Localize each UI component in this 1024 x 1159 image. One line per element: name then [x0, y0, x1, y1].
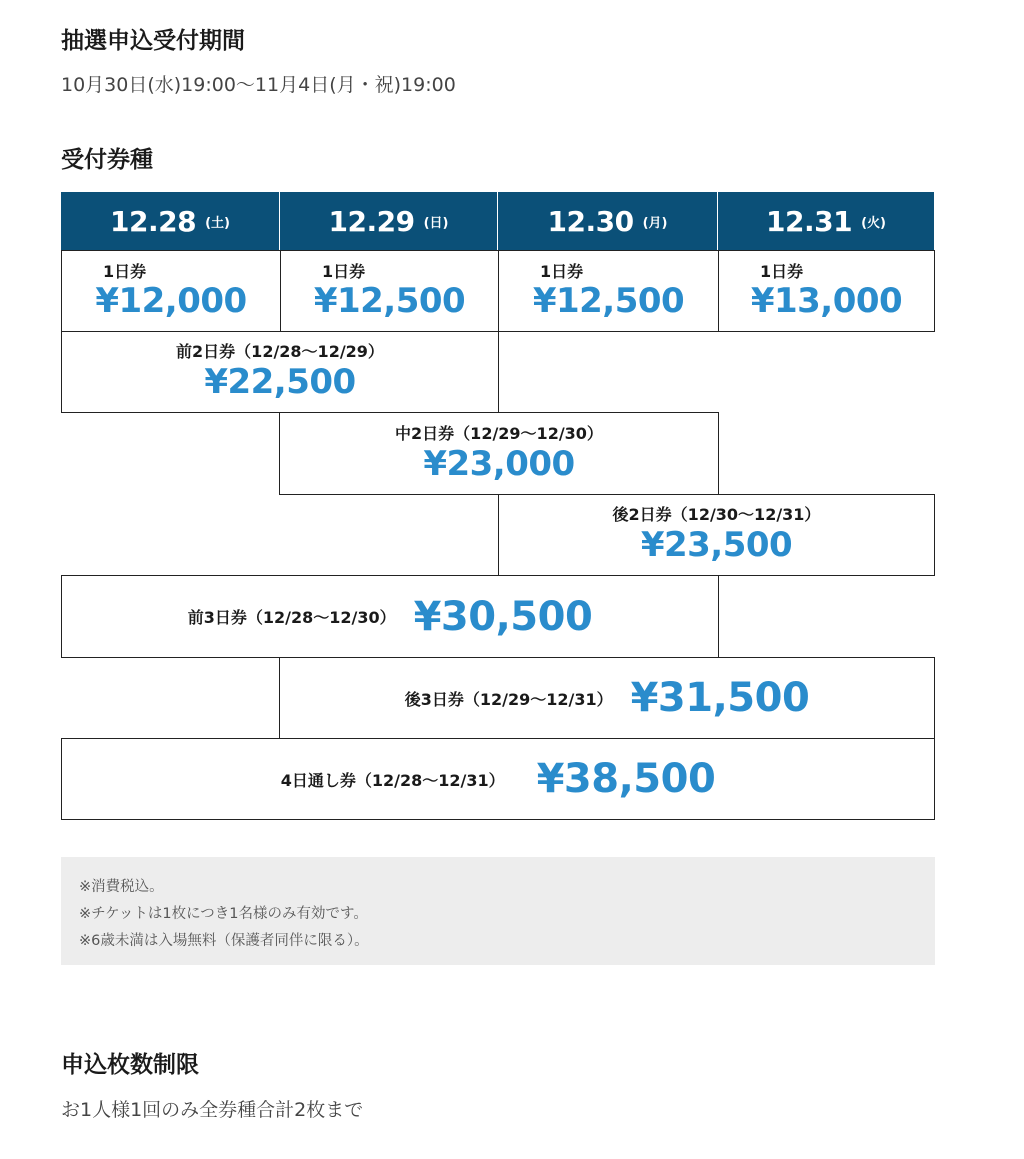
ticket-label: 前2日券（12/28〜12/29） — [176, 342, 384, 361]
date-label: 12.30 — [547, 204, 634, 238]
ticket-label: 1日券 — [540, 262, 584, 281]
date-header-1230 — [498, 192, 718, 250]
weekday-label: (土) — [205, 215, 230, 231]
first-two-day-ticket — [61, 331, 499, 413]
date-header-1229 — [280, 192, 498, 250]
limit-heading: 申込枚数制限 — [61, 1052, 199, 1078]
ticket-label: 1日券 — [103, 262, 147, 281]
period-text: 10月30日(水)19:00〜11月4日(月・祝)19:00 — [61, 74, 456, 96]
period-heading: 抽選申込受付期間 — [61, 28, 245, 54]
note-children-free: ※6歳未満は入場無料（保護者同伴に限る）。 — [79, 933, 369, 949]
last-two-day-ticket — [498, 494, 935, 576]
ticket-label: 中2日券（12/29〜12/30） — [395, 423, 603, 443]
one-day-ticket-1229 — [280, 250, 499, 332]
last-three-day-ticket — [279, 657, 935, 739]
ticket-price: ¥23,500 — [640, 525, 793, 565]
limit-text: お1人様1回のみ全券種合計2枚まで — [61, 1099, 364, 1121]
ticket-price: ¥30,500 — [413, 593, 593, 640]
ticket-label: 1日券 — [760, 262, 804, 281]
four-day-pass-ticket — [61, 738, 935, 820]
ticket-price: ¥23,000 — [423, 443, 575, 484]
note-tax: ※消費税込。 — [79, 879, 164, 895]
ticket-price: ¥13,000 — [750, 281, 903, 321]
middle-two-day-ticket — [279, 412, 719, 495]
note-one-per-ticket: ※チケットは1枚につき1名様のみ有効です。 — [79, 906, 368, 922]
weekday-label: (火) — [861, 215, 886, 231]
ticket-price: ¥12,500 — [313, 281, 466, 321]
ticket-price: ¥31,500 — [630, 675, 810, 721]
notes-box — [61, 857, 935, 965]
one-day-ticket-1228 — [61, 250, 281, 332]
ticket-label: 後3日券（12/29〜12/31） — [404, 689, 613, 709]
date-label: 12.29 — [328, 204, 415, 238]
ticket-label: 4日通し券（12/28〜12/31） — [280, 770, 505, 790]
ticket-label: 1日券 — [322, 262, 366, 281]
one-day-ticket-1230 — [498, 250, 719, 332]
weekday-label: (日) — [423, 215, 449, 231]
ticket-price: ¥12,500 — [532, 281, 685, 321]
date-header-1231 — [718, 192, 935, 250]
ticket-label: 後2日券（12/30〜12/31） — [612, 505, 821, 524]
first-three-day-ticket — [61, 575, 719, 658]
ticket-price: ¥22,500 — [204, 362, 356, 402]
one-day-ticket-1231 — [718, 250, 935, 332]
ticket-price: ¥38,500 — [536, 756, 716, 802]
date-header-1228 — [61, 192, 280, 250]
ticket-label: 前3日券（12/28〜12/30） — [187, 608, 396, 627]
date-label: 12.28 — [110, 204, 197, 238]
ticket-types-heading: 受付券種 — [61, 147, 153, 173]
ticket-price-table — [61, 192, 935, 820]
date-label: 12.31 — [766, 204, 853, 238]
weekday-label: (月) — [642, 215, 668, 231]
ticket-price: ¥12,000 — [95, 281, 247, 321]
